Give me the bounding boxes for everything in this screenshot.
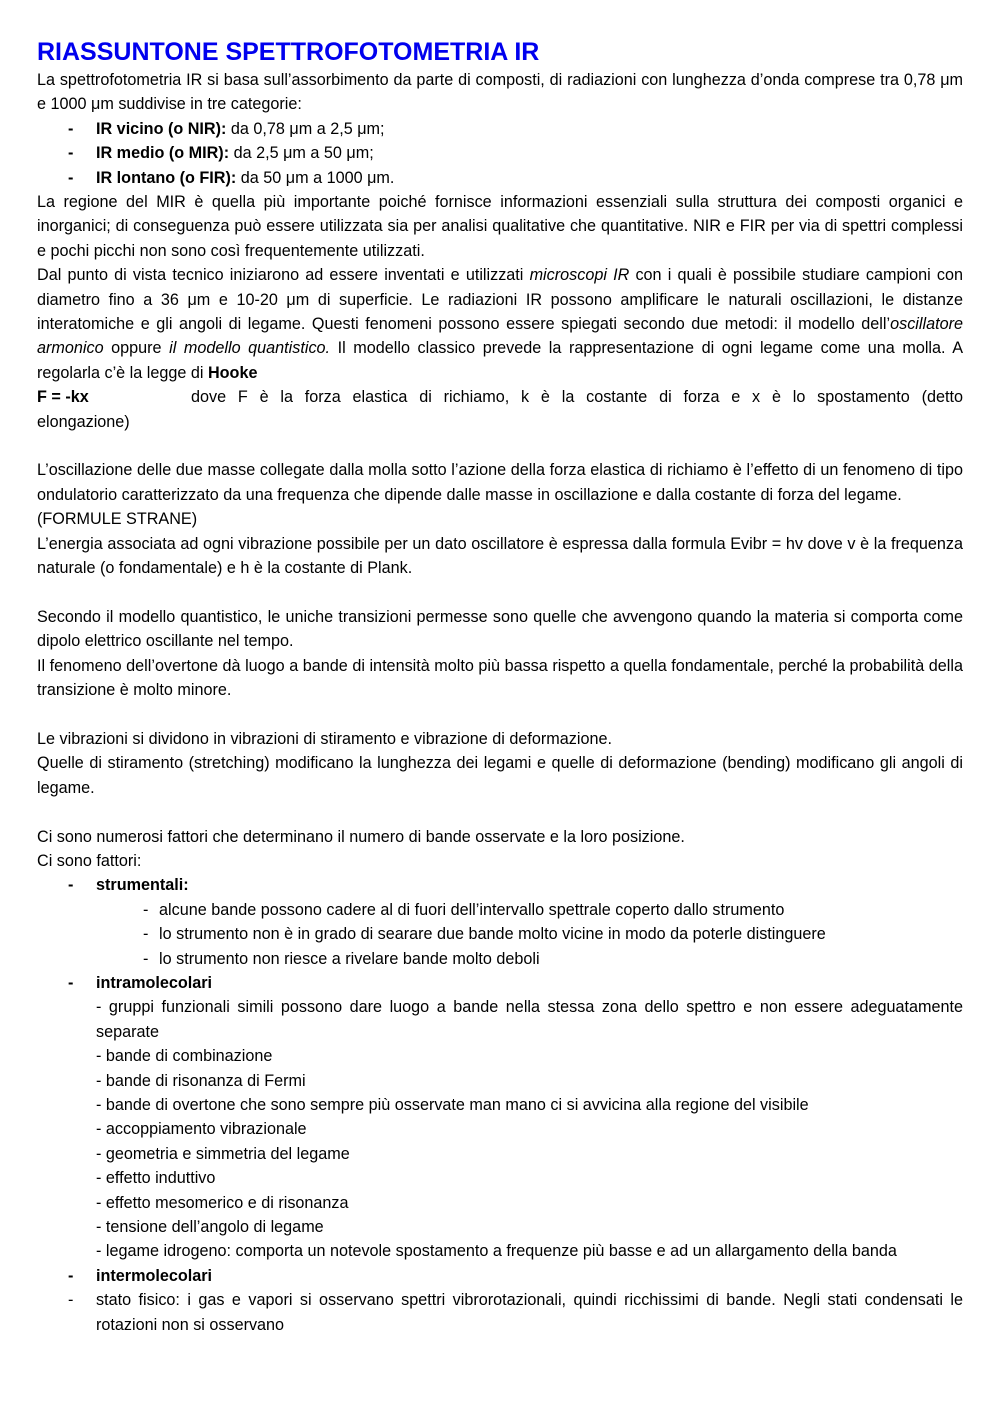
document-page bbox=[37, 36, 963, 1337]
list-item-intermolecolari: - intermolecolari bbox=[37, 1264, 963, 1288]
list-item: - lo strumento non è in grado di searare due bande molto vicine in modo da poterle distinguere bbox=[37, 922, 963, 946]
list-item: - gruppi funzionali simili possono dare luogo a bande nella stessa zona dello spettro e non essere adeguatamente separate bbox=[96, 998, 963, 1041]
list-item: - legame idrogeno: comporta un notevole spostamento a frequenze più basse e ad un allargamento della banda bbox=[96, 1242, 897, 1261]
factors-intro-1: Ci sono numerosi fattori che determinano il numero di bande osservate e la loro posizione. bbox=[37, 827, 685, 846]
strumentali-sublist bbox=[37, 898, 963, 971]
list-item: - IR vicino (o NIR): da 0,78 μm a 2,5 μm; bbox=[37, 117, 963, 141]
list-item: - alcune bande possono cadere al di fuori dell’intervallo spettrale coperto dallo strumento bbox=[37, 898, 963, 922]
factors-list-inter bbox=[37, 1264, 963, 1337]
tech-paragraph: Dal punto di vista tecnico iniziarono ad essere inventati e utilizzati microscopi IR con i quali è possibile studiare campioni con diametro fino a 36 μm e 10-20 μm di superficie. Le radiazioni IR possono amplificare le naturali oscillazioni, le distanze interatomiche e gli angoli di legame. Questi fenomeni possono essere spiegati secondo due metodi: il modello dell’oscillatore armonico oppure il modello quantistico. Il modello classico prevede la rappresentazione di ogni legame come una molla. A regolarla c’è la legge di Hooke bbox=[37, 266, 964, 382]
document-title: RIASSUNTONE SPETTROFOTOMETRIA IR bbox=[37, 38, 540, 66]
list-item: - IR lontano (o FIR): da 50 μm a 1000 μm. bbox=[37, 166, 963, 190]
list-item: - bande di overtone che sono sempre più osservate man mano ci si avvicina alla regione del visibile bbox=[96, 1096, 809, 1114]
list-item: - tensione dell’angolo di legame bbox=[96, 1218, 324, 1237]
energy-paragraph: L’energia associata ad ogni vibrazione possibile per un dato oscillatore è espressa dalla formula Evibr = hv dove v è la frequenza naturale (o fondamentale) e h è la costante di Plank. bbox=[37, 534, 963, 578]
list-item: - bande di risonanza di Fermi bbox=[96, 1071, 306, 1090]
overtone-paragraph: Il fenomeno dell’overtone dà luogo a bande di intensità molto più bassa rispetto a quella fondamentale, perché la probabilità della transizione è molto minore. bbox=[37, 656, 963, 700]
vibrations-paragraph-1: Le vibrazioni si dividono in vibrazioni di stiramento e vibrazione di deformazione. bbox=[37, 729, 612, 748]
oscillation-paragraph: L’oscillazione delle due masse collegate dalla molla sotto l’azione della forza elastica di richiamo è l’effetto di un fenomeno di tipo ondulatorio caratterizzato da una frequenza che dipende dalle masse in oscillazione e dalla costante di forza del legame. bbox=[37, 461, 963, 504]
ir-ranges-list bbox=[37, 117, 963, 190]
list-item-intramolecolari: - intramolecolari bbox=[37, 971, 963, 995]
quantum-paragraph: Secondo il modello quantistico, le uniche transizioni permesse sono quelle che avvengono quando la materia si comporta come dipolo elettrico oscillante nel tempo. bbox=[37, 607, 963, 651]
hooke-law-row bbox=[37, 385, 963, 409]
hooke-description: dove F è la forza elastica di richiamo, k è la costante di forza e x è lo spostamento (detto bbox=[191, 388, 963, 407]
list-item: - effetto induttivo bbox=[96, 1169, 216, 1188]
list-item: - IR medio (o MIR): da 2,5 μm a 50 μm; bbox=[37, 141, 963, 165]
list-item-strumentali: - strumentali: bbox=[37, 873, 963, 897]
factors-list bbox=[37, 873, 963, 897]
intro-paragraph: La spettrofotometria IR si basa sull’assorbimento da parte di composti, di radiazioni con lunghezza d’onda comprese tra 0,78 μm e 1000 μm suddivise in tre categorie: bbox=[37, 71, 963, 114]
intramolecolari-sublist bbox=[37, 995, 963, 1263]
hooke-equation: F = -kx bbox=[37, 388, 89, 407]
list-item: - lo strumento non riesce a rivelare bande molto deboli bbox=[37, 947, 963, 971]
list-item: - bande di combinazione bbox=[96, 1047, 273, 1066]
list-item: - accoppiamento vibrazionale bbox=[96, 1120, 307, 1139]
factors-list-intra bbox=[37, 971, 963, 995]
factors-intro-2: Ci sono fattori: bbox=[37, 851, 142, 870]
list-item: - effetto mesomerico e di risonanza bbox=[96, 1193, 349, 1212]
list-item: - geometria e simmetria del legame bbox=[96, 1144, 350, 1163]
vibrations-paragraph-2: Quelle di stiramento (stretching) modificano la lunghezza dei legami e quelle di deformazione (bending) modificano gli angoli di legame. bbox=[37, 754, 963, 797]
formule-note: (FORMULE STRANE) bbox=[37, 510, 198, 529]
hooke-description-cont: elongazione) bbox=[37, 412, 130, 431]
mir-paragraph: La regione del MIR è quella più importante poiché fornisce informazioni essenziali sulla struttura dei composti organici e inorganici; di conseguenza può essere utilizzata sia per analisi qualitative che quantitative. NIR e FIR per via di spettri complessi e pochi picchi non sono così frequentemente utilizzati. bbox=[37, 193, 963, 260]
list-item-stato-fisico: - stato fisico: i gas e vapori si osservano spettri vibrorotazionali, quindi ricchissimi di bande. Negli stati condensati le rotazioni non si osservano bbox=[37, 1288, 963, 1337]
